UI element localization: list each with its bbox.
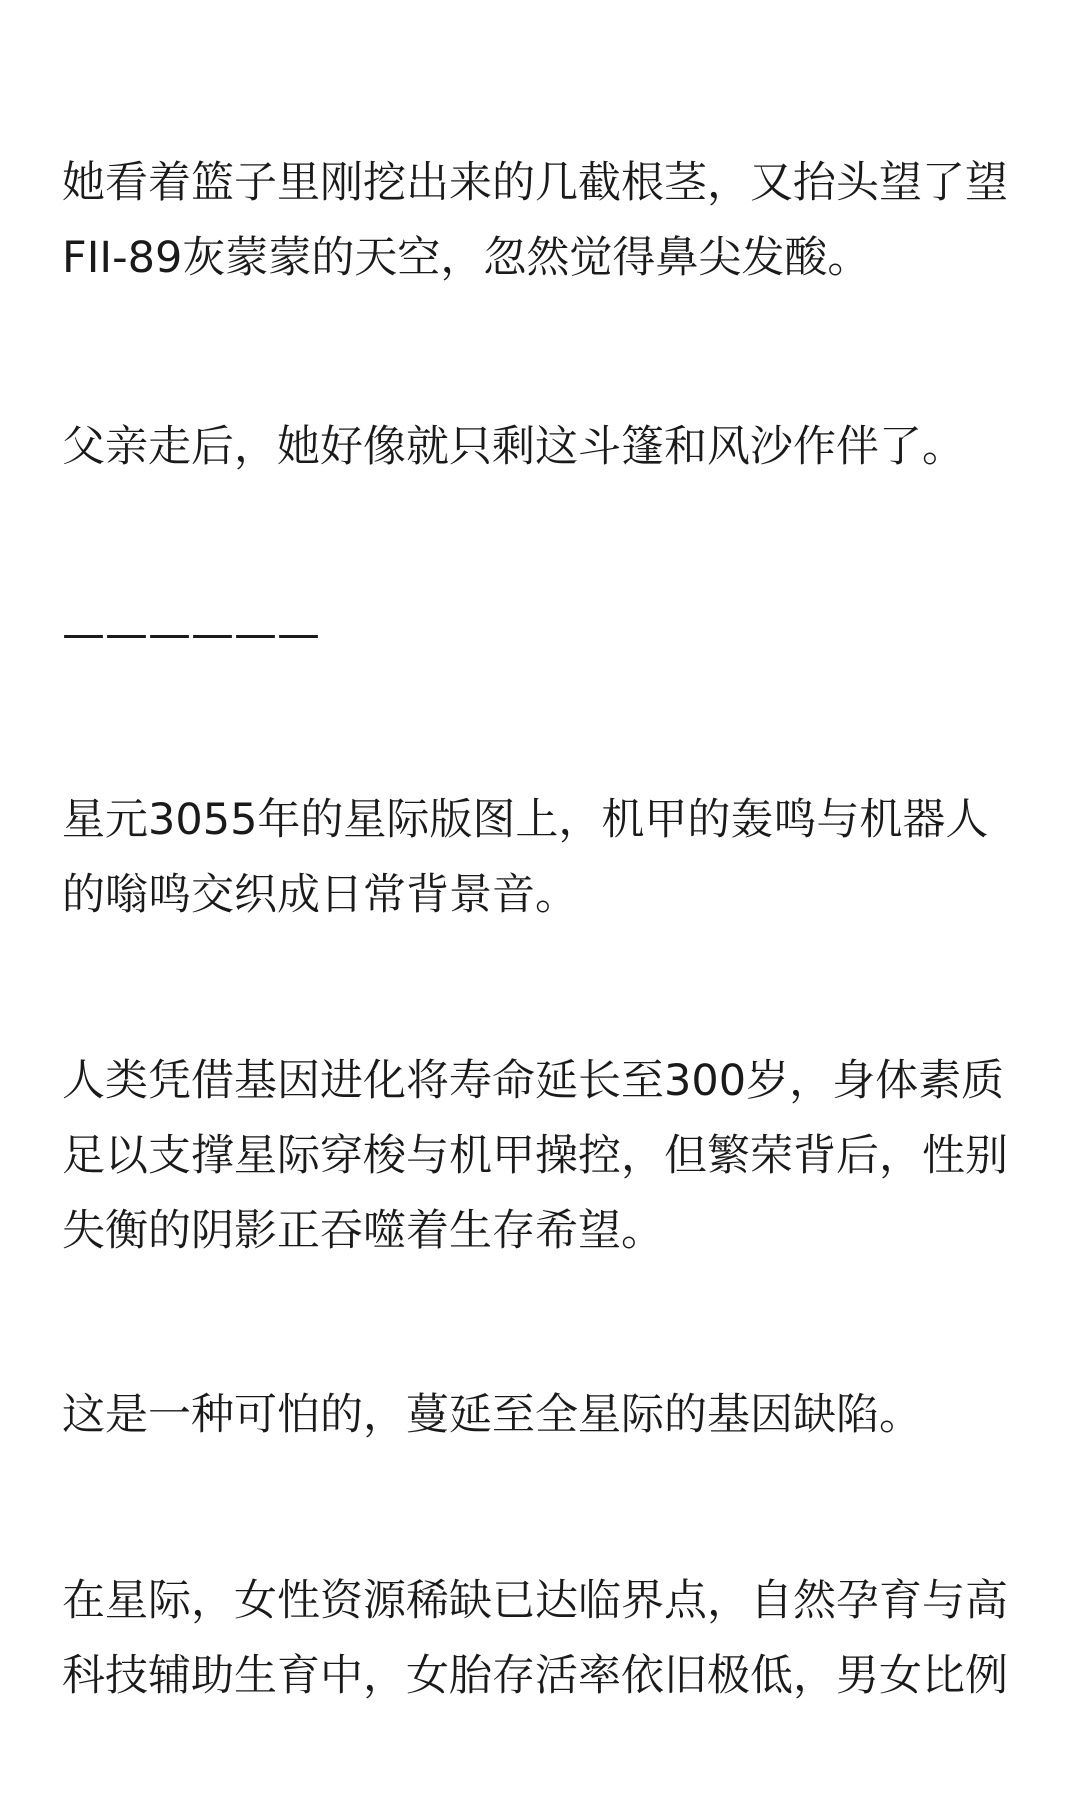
text-line: 她看着篮子里刚挖出来的几截根茎，又抬头望了望	[62, 158, 1008, 208]
text-line: 人类凭借基因进化将寿命延长至300岁，身体素质	[62, 1056, 1005, 1106]
paragraph	[62, 1378, 1042, 1453]
paragraph	[62, 146, 1042, 296]
text-line: FII-89灰蒙蒙的天空，忽然觉得鼻尖发酸。	[62, 233, 871, 283]
paragraph	[62, 1044, 1042, 1269]
text-line: 这是一种可怕的，蔓延至全星际的基因缺陷。	[62, 1390, 922, 1440]
text-line: 足以支撑星际穿梭与机甲操控，但繁荣背后，性别	[62, 1131, 1008, 1181]
text-line: 在星际，女性资源稀缺已达临界点，自然孕育与高	[62, 1576, 1008, 1626]
paragraph	[62, 1564, 1042, 1714]
text-line: 父亲走后，她好像就只剩这斗篷和风沙作伴了。	[62, 422, 965, 472]
paragraph	[62, 410, 1042, 485]
text-line: 星元3055年的星际版图上，机甲的轰鸣与机器人	[62, 795, 989, 845]
text-line: 科技辅助生育中，女胎存活率依旧极低，男女比例	[62, 1651, 1008, 1701]
section-divider	[62, 597, 1042, 672]
divider-dashes: ——————	[62, 609, 320, 659]
paragraph	[62, 783, 1042, 933]
text-line: 的嗡鸣交织成日常背景音。	[62, 870, 578, 920]
text-line: 失衡的阴影正吞噬着生存希望。	[62, 1206, 664, 1256]
